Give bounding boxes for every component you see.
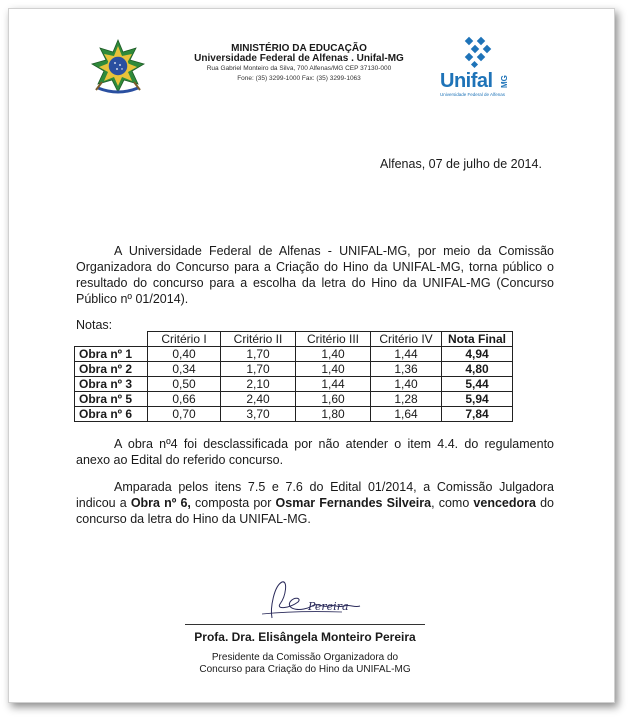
cell-nota-final: 4,80 (442, 362, 513, 377)
cell-criterio-3: 1,40 (296, 362, 371, 377)
cell-criterio-3: 1,60 (296, 392, 371, 407)
cell-criterio-4: 1,64 (371, 407, 442, 422)
table-row (75, 407, 513, 422)
university-name: Universidade Federal de Alfenas . Unifal-MG (194, 53, 404, 64)
brazil-coat-of-arms-icon (88, 38, 148, 98)
table-row (75, 392, 513, 407)
cell-criterio-1: 0,40 (148, 347, 221, 362)
date-line: Alfenas, 07 de julho de 2014. (380, 157, 542, 171)
logo-mg: MG (500, 75, 509, 88)
signatory-role-line-1: Presidente da Comissão Organizadora do (211, 652, 399, 663)
cell-nota-final: 7,84 (442, 407, 513, 422)
row-name: Obra nº 5 (75, 392, 148, 407)
cell-nota-final: 4,94 (442, 347, 513, 362)
row-name: Obra nº 1 (75, 347, 148, 362)
signature-script: Pereira (308, 600, 349, 613)
winner-author: Osmar Fernandes Silveira (275, 496, 432, 510)
phone-line: Fone: (35) 3299-1000 Fax: (35) 3299-1063 (237, 75, 361, 82)
signatory-name: Profa. Dra. Elisângela Monteiro Pereira (194, 630, 416, 644)
row-name: Obra nº 2 (75, 362, 148, 377)
cell-criterio-2: 3,70 (221, 407, 296, 422)
table-row (75, 377, 513, 392)
header-criterio-2: Critério II (221, 332, 296, 347)
cell-criterio-1: 0,34 (148, 362, 221, 377)
cell-nota-final: 5,44 (442, 377, 513, 392)
cell-nota-final: 5,94 (442, 392, 513, 407)
table-row (75, 362, 513, 377)
table-header-row (75, 332, 513, 347)
ministry-title: MINISTÉRIO DA EDUCAÇÃO (231, 43, 367, 54)
cell-criterio-3: 1,80 (296, 407, 371, 422)
cell-criterio-4: 1,44 (371, 347, 442, 362)
letterhead (180, 44, 418, 84)
winner-paragraph (76, 479, 554, 527)
row-name: Obra nº 6 (75, 407, 148, 422)
cell-criterio-2: 2,10 (221, 377, 296, 392)
cell-criterio-4: 1,28 (371, 392, 442, 407)
signature-line (185, 624, 425, 625)
header-criterio-3: Critério III (296, 332, 371, 347)
cell-criterio-3: 1,44 (296, 377, 371, 392)
notas-label: Notas: (76, 318, 113, 332)
logo-wordmark: Unifal (440, 70, 493, 92)
unifal-logo (438, 36, 518, 98)
cell-criterio-1: 0,66 (148, 392, 221, 407)
row-name: Obra nº 3 (75, 377, 148, 392)
winner-text-e: , como (431, 496, 474, 510)
signatory-role (150, 652, 460, 676)
logo-subtitle: Universidade Federal de Alfenas (440, 92, 506, 97)
cell-criterio-2: 1,70 (221, 347, 296, 362)
header-criterio-4: Critério IV (371, 332, 442, 347)
intro-paragraph: A Universidade Federal de Alfenas - UNIFAL-MG, por meio da Comissão Organizadora do Concurso para a Criação do Hino da UNIFAL-MG, torna público o resultado do concurso para a escolha da letra do Hino da UNIFAL-MG (Concurso Público nº 01/2014). (76, 244, 554, 306)
address-line: Rua Gabriel Monteiro da Silva, 700 Alfenas/MG CEP 37130-000 (206, 65, 392, 72)
cell-criterio-1: 0,70 (148, 407, 221, 422)
winner-text-g: do concurso da letra do Hino da UNIFAL-MG. (76, 496, 554, 526)
winner-label: vencedora (473, 496, 536, 510)
winner-text-c: composta por (190, 496, 276, 510)
signatory-role-line-2: Concurso para Criação do Hino da UNIFAL-MG (199, 664, 411, 675)
header-criterio-1: Critério I (148, 332, 221, 347)
cell-criterio-3: 1,40 (296, 347, 371, 362)
winner-obra: Obra nº 6, (130, 496, 191, 510)
table-row (75, 347, 513, 362)
cell-criterio-4: 1,40 (371, 377, 442, 392)
table-corner (75, 332, 148, 347)
header-nota-final: Nota Final (442, 332, 513, 347)
handwritten-signature (232, 578, 382, 624)
cell-criterio-2: 2,40 (221, 392, 296, 407)
cell-criterio-2: 1,70 (221, 362, 296, 377)
cell-criterio-1: 0,50 (148, 377, 221, 392)
cell-criterio-4: 1,36 (371, 362, 442, 377)
winner-text-a: Amparada pelos itens 7.5 e 7.6 do Edital 01/2014, a Comissão Julgadora indicou a (76, 480, 554, 510)
scores-table (74, 331, 513, 422)
unifal-mark-icon (458, 36, 498, 70)
disqualification-paragraph: A obra nº4 foi desclassificada por não atender o item 4.4. do regulamento anexo ao Edital do referido concurso. (76, 437, 554, 467)
